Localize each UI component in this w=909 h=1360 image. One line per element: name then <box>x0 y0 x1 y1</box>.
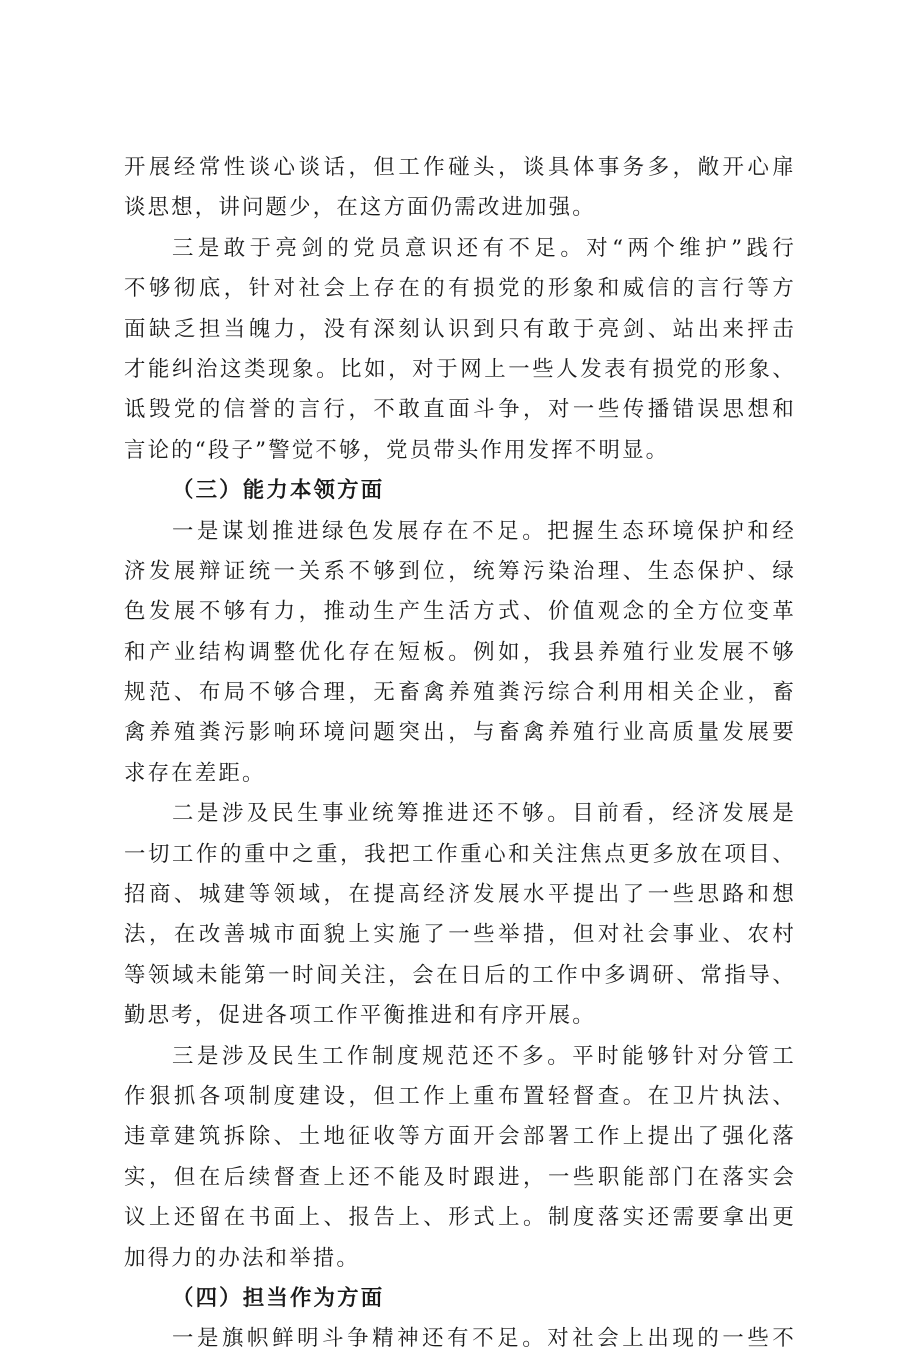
body-line: 和产业结构调整优化存在短板。例如，我县养殖行业发展不够 <box>124 639 796 665</box>
paragraph-start-line: 三是敢于亮剑的党员意识还有不足。对“两个维护”践行 <box>172 235 796 261</box>
body-line: 加得力的办法和举措。 <box>124 1245 360 1271</box>
body-line: 才能纠治这类现象。比如，对于网上一些人发表有损党的形象、 <box>124 356 796 382</box>
body-line: 色发展不够有力，推动生产生活方式、价值观念的全方位变革 <box>124 599 796 625</box>
body-line: 一切工作的重中之重，我把工作重心和关注焦点更多放在项目、 <box>124 841 796 867</box>
body-line: 违章建筑拆除、土地征收等方面开会部署工作上提出了强化落 <box>124 1124 796 1150</box>
body-line: 作狠抓各项制度建设，但工作上重布置轻督查。在卫片执法、 <box>124 1083 796 1109</box>
body-line: 面缺乏担当魄力，没有深刻认识到只有敢于亮剑、站出来抨击 <box>124 316 796 342</box>
body-line: 规范、布局不够合理，无畜禽养殖粪污综合利用相关企业，畜 <box>124 680 796 706</box>
body-line: 不够彻底，针对社会上存在的有损党的形象和威信的言行等方 <box>124 276 796 302</box>
body-line: 济发展辩证统一关系不够到位，统筹污染治理、生态保护、绿 <box>124 558 796 584</box>
body-line: 求存在差距。 <box>124 760 266 786</box>
body-line: 禽养殖粪污影响环境问题突出，与畜禽养殖行业高质量发展要 <box>124 720 796 746</box>
body-line: 谈思想，讲问题少，在这方面仍需改进加强。 <box>124 195 596 221</box>
paragraph-start-line: 二是涉及民生事业统筹推进还不够。目前看，经济发展是 <box>172 801 796 827</box>
body-line: 实，但在后续督查上还不能及时跟进，一些职能部门在落实会 <box>124 1164 796 1190</box>
body-line: 议上还留在书面上、报告上、形式上。制度落实还需要拿出更 <box>124 1205 796 1231</box>
section-heading: （三）能力本领方面 <box>172 478 385 504</box>
body-line: 开展经常性谈心谈话，但工作碰头，谈具体事务多，敞开心扉 <box>124 155 796 180</box>
body-line: 法，在改善城市面貌上实施了一些举措，但对社会事业、农村 <box>124 922 796 948</box>
body-line: 诋毁党的信誉的言行，不敢直面斗争，对一些传播错误思想和 <box>124 397 796 423</box>
document-body <box>124 148 796 1360</box>
paragraph-start-line: 一是谋划推进绿色发展存在不足。把握生态环境保护和经 <box>172 518 796 544</box>
body-line: 勤思考，促进各项工作平衡推进和有序开展。 <box>124 1003 596 1029</box>
body-line: 招商、城建等领域，在提高经济发展水平提出了一些思路和想 <box>124 882 796 908</box>
body-line: 言论的“段子”警觉不够，党员带头作用发挥不明显。 <box>124 437 670 463</box>
section-heading: （四）担当作为方面 <box>172 1285 385 1311</box>
body-line: 等领域未能第一时间关注，会在日后的工作中多调研、常指导、 <box>124 962 796 988</box>
paragraph-start-line: 一是旗帜鲜明斗争精神还有不足。对社会上出现的一些不 <box>172 1326 796 1352</box>
paragraph-start-line: 三是涉及民生工作制度规范还不多。平时能够针对分管工 <box>172 1043 796 1069</box>
